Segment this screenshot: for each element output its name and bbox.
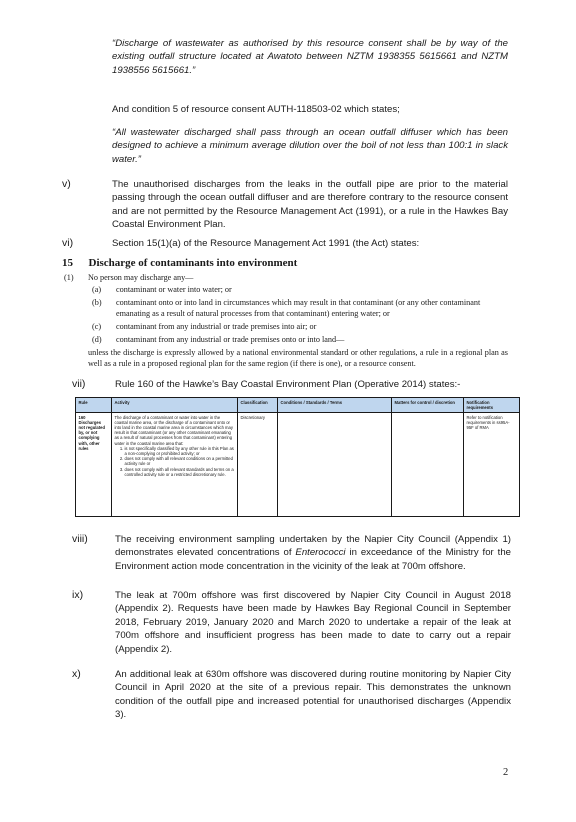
item-viii-number: viii) [72, 533, 88, 545]
statute-clause-text: contaminant from any industrial or trade premises into air; or [116, 322, 317, 331]
statute-clause-label: (c) [92, 322, 102, 331]
statute-clause-label: (b) [92, 298, 102, 307]
item-v-text: The unauthorised discharges from the leaks in the outfall pipe are prior to the material passing through the ocean outfall diffuser and are therefore contrary to the resource consent and are not permitted by the Resource Management Act (1991), or a rule in the Hawkes Bay Coastal Environment Plan. [112, 179, 508, 231]
item-ix-text: The leak at 700m offshore was first discovered by Napier City Council in August 2018 (Appendix 2). Requests have been made by Hawkes Bay Regional Council in September 2018, February 2019, January 2020 and March 2020 to undertake a repair of the leak at 700m offshore and insufficient progress has been made to date to carry out a repair (Appendix 2). [115, 590, 511, 655]
activity-list [115, 446, 235, 477]
statute-clause-text: contaminant or water into water; or [116, 285, 232, 294]
statute-clause-text: contaminant onto or into land in circumstances which may result in that contaminant (or any other contaminant emanating as a result of natural processes from that contaminant) entering water; or [116, 298, 481, 318]
item-viii-text-end: in exceedance of the Ministry for the Environment action mode concentration in the vicinity of the leak at 700m offshore. [115, 547, 511, 572]
header-rule: Rule [76, 398, 112, 413]
rule-table [75, 397, 520, 517]
statute-clause-label: (a) [92, 285, 102, 294]
statute-heading [62, 257, 297, 270]
condition-quote: “All wastewater discharged shall pass through an ocean outfall diffuser which has been designed to achieve a minimum average dilution over the boil of not less than 100:1 in slack water.” [112, 127, 508, 165]
item-v-number: v) [62, 178, 71, 190]
statute-subsection-number: (1) [64, 273, 74, 282]
item-vi-text: Section 15(1)(a) of the Resource Management Act 1991 (the Act) states: [112, 238, 420, 249]
statute-clause-text: contaminant from any industrial or trade premises onto or into land— [116, 335, 345, 344]
statute-section-number: 15 [62, 257, 73, 269]
item-viii-text-start: The receiving environment sampling undertaken by the Napier City Council (Appendix 1) demonstrates elevated concentrations of [115, 534, 511, 559]
item-x-text: An additional leak at 630m offshore was discovered during routine monitoring by Napier City Council in April 2020 at the site of a previous repair. This demonstrates the unknown condition of the outfall pipe and increased potential for unauthorised discharges (Appendix 3). [115, 669, 511, 721]
rule-table-wrapper [75, 397, 520, 517]
matters-cell [392, 413, 464, 517]
header-activity: Activity [112, 398, 238, 413]
statute-lead: No person may discharge any— [88, 273, 194, 282]
item-ix-number: ix) [72, 589, 84, 601]
list-item: 1. is not specifically classified by any other rule in this Plan as a non-complying or prohibited activity; or [125, 446, 235, 456]
item-vi-number: vi) [62, 237, 74, 249]
item-viii-organism: Enterococci [295, 547, 346, 559]
notification-cell: Refer to notification requirements in ss95A-95F of RMA [464, 413, 520, 517]
item-x-number: x) [72, 668, 81, 680]
item-vii-number: vii) [72, 378, 86, 390]
list-item: 2. does not comply with all relevant conditions on a permitted activity rule or [125, 456, 235, 466]
rule-table-header-row [76, 398, 520, 413]
header-matters: Matters for control / discretion [392, 398, 464, 413]
statute-tail: unless the discharge is expressly allowed by a national environmental standard or other regulations, a rule in a regional plan as well as a rule in a proposed regional plan for the same region (if there is one), or a resource consent. [88, 348, 508, 368]
consent-quote: “Discharge of wastewater as authorised by this resource consent shall be by way of the existing outfall structure located at Awatoto between NZTM 1938355 5615661 and NZTM 1938556 5615661.” [112, 38, 508, 76]
item-viii-text [115, 533, 511, 573]
header-classification: Classification [238, 398, 278, 413]
rule-cell: 160 Discharges not regulated by, or not complying with, other rules [76, 413, 112, 517]
statute-clause-label: (d) [92, 335, 102, 344]
page-number: 2 [503, 767, 509, 778]
activity-text: The discharge of a contaminant or water into water in the coastal marine area, or the discharge of a contaminant onto or into land in the coastal marine area in circumstances which may result in that contaminant (or any other contaminant emanating as a result of natural processes from that contaminant) entering water in the coastal marine area that: [114, 414, 233, 446]
activity-cell [112, 413, 238, 517]
statute-section-title: Discharge of contaminants into environment [88, 257, 298, 269]
condition-intro: And condition 5 of resource consent AUTH-118503-02 which states; [112, 104, 400, 115]
conditions-cell [278, 413, 392, 517]
item-vii-text: Rule 160 of the Hawke’s Bay Coastal Environment Plan (Operative 2014) states:- [115, 379, 461, 390]
list-item: 3. does not comply with all relevant standards and terms on a controlled activity rule or a restricted discretionary rule. [125, 467, 235, 477]
header-conditions: Conditions / Standards / Terms [278, 398, 392, 413]
table-row [76, 413, 520, 517]
classification-cell: Discretionary [238, 413, 278, 517]
header-notification: Notification requirements [464, 398, 520, 413]
